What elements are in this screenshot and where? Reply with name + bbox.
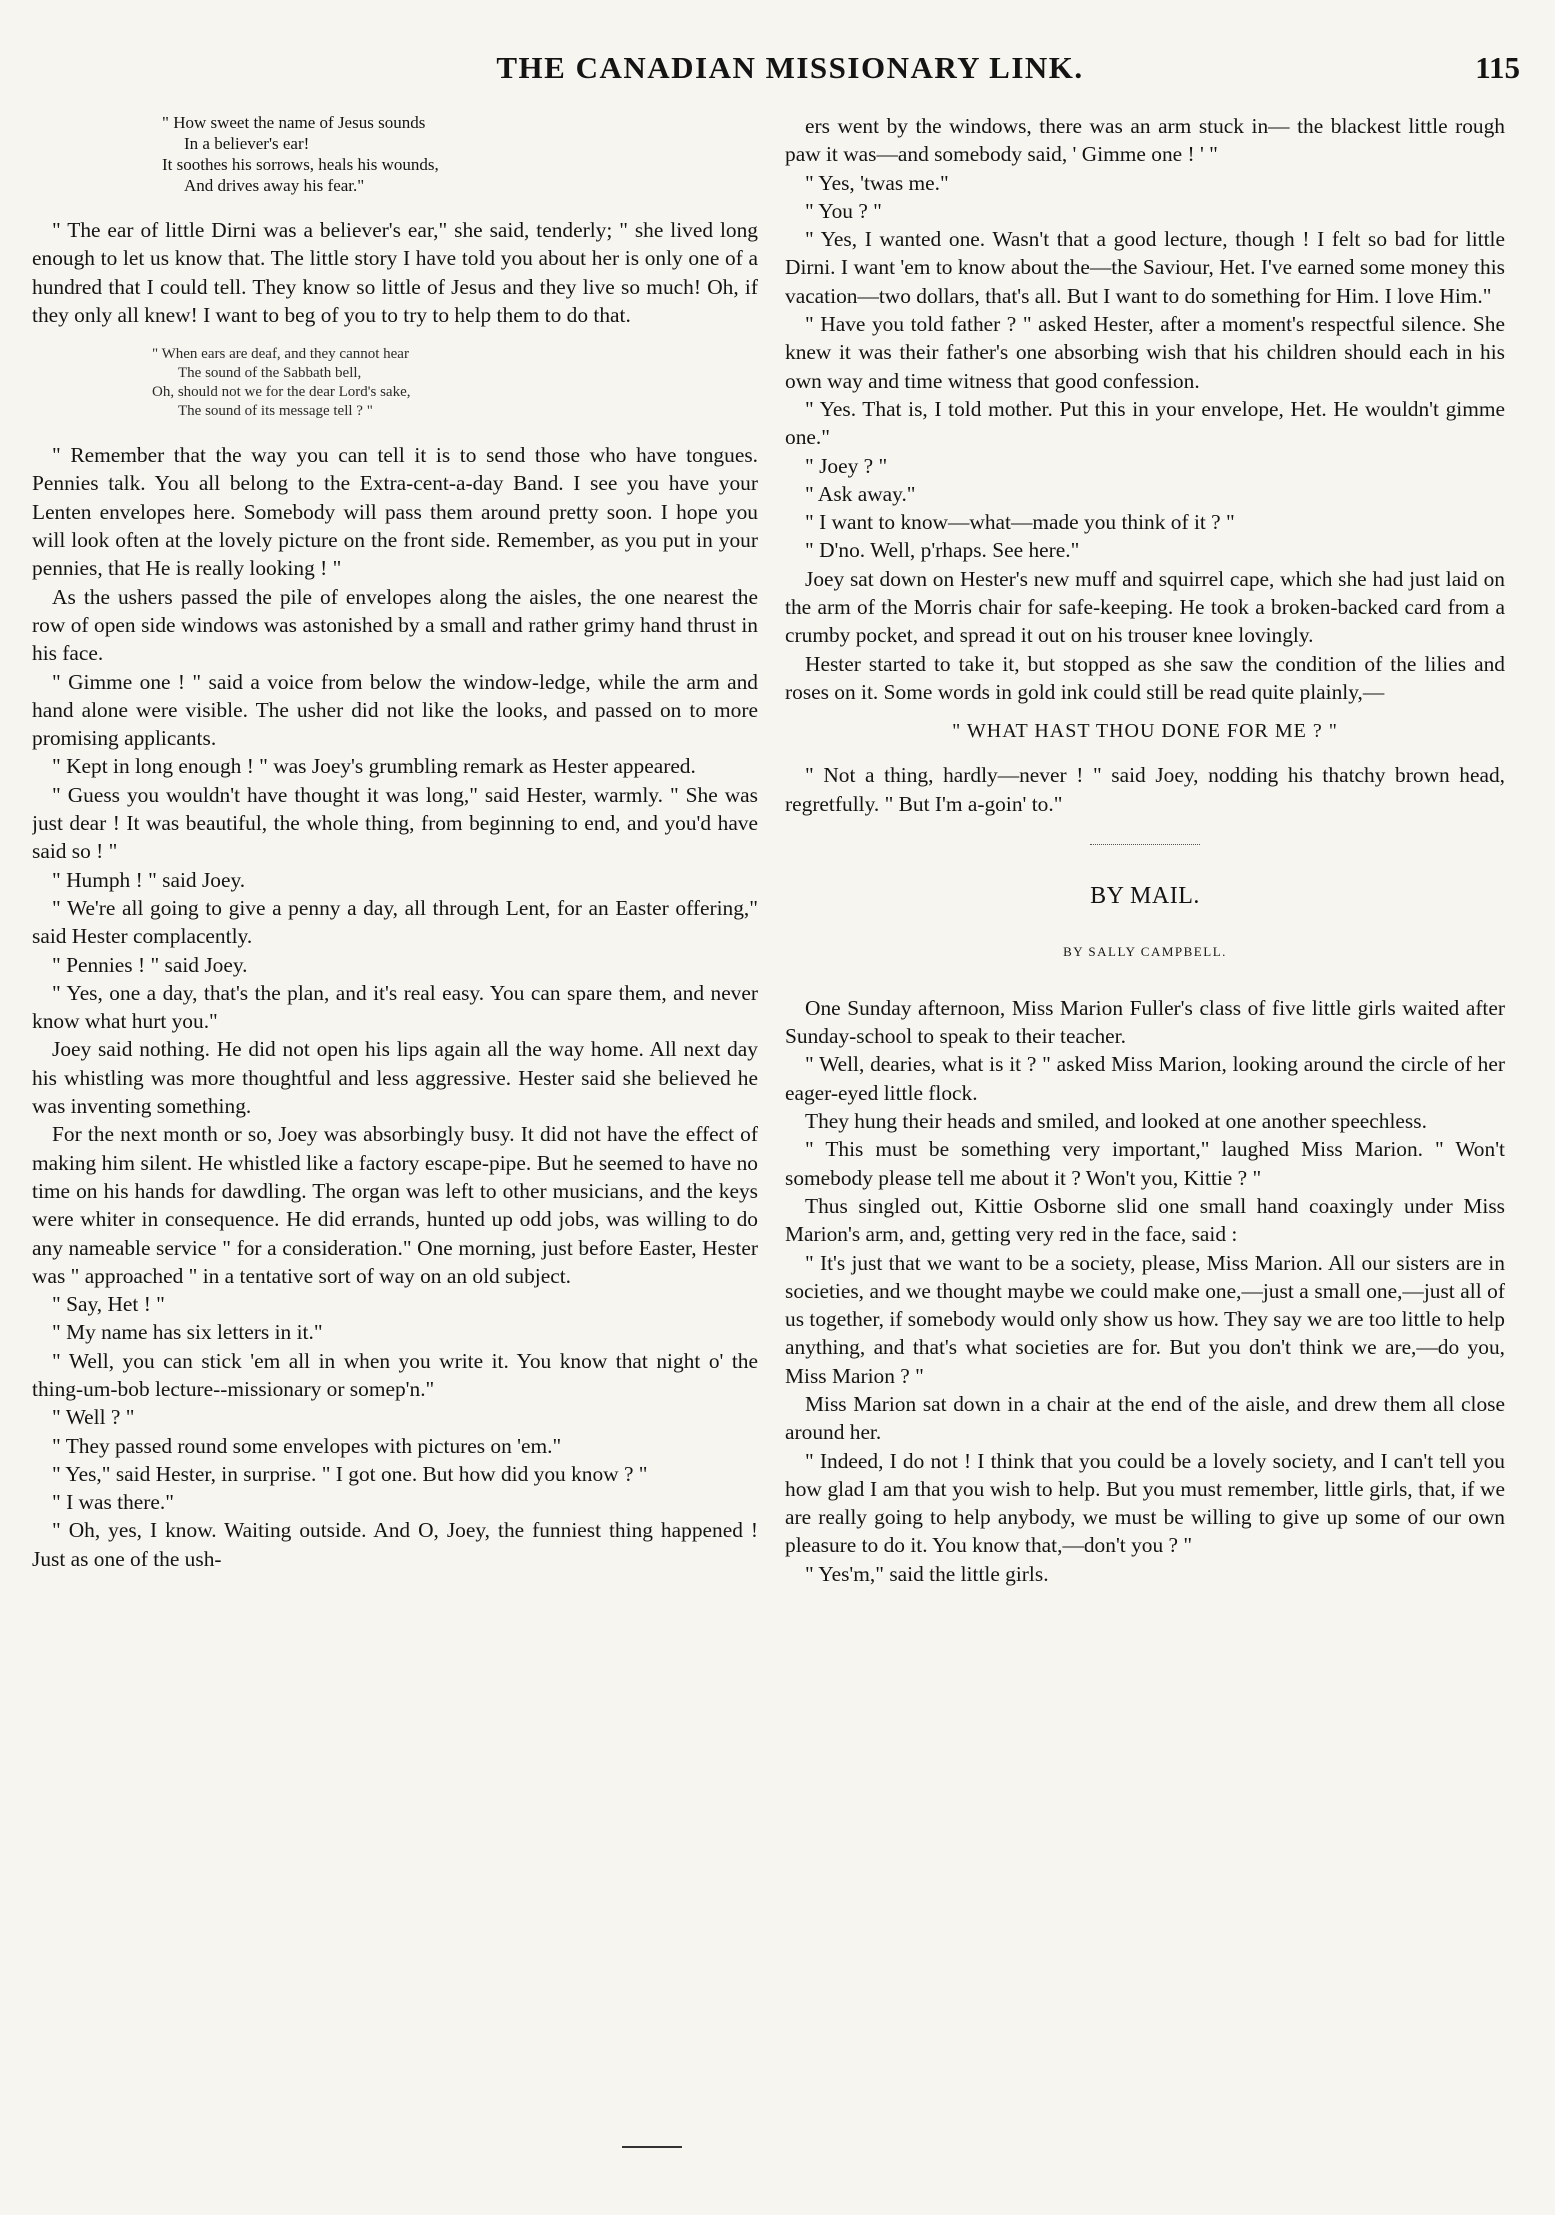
paragraph: " It's just that we want to be a society, please, Miss Marion. All our sisters are in societies, and we thought maybe we could make one,—just a small one,—just all of us together, if somebody would only show us how. They say we are too little to help anything, and that's what societies are for. But you don't think we are,—do you, Miss Marion ? ": [785, 1250, 1505, 1388]
verse-line: And drives away his fear.": [184, 176, 365, 195]
left-column: [32, 112, 758, 2122]
hymn-verse-second: [152, 345, 758, 421]
paragraph: " The ear of little Dirni was a believer's ear," she said, tenderly; " she lived long enough to let us know that. The little story I have told you about her is only one of a hundred that I could tell. They know so little of Jesus and they live so much! Oh, if they only all knew! I want to beg of you to try to help them to do that.: [32, 218, 758, 327]
right-column: [785, 112, 1505, 2122]
verse-line: It soothes his sorrows, heals his wounds,: [162, 155, 439, 174]
verse-line: " How sweet the name of Jesus sounds: [162, 113, 426, 132]
paragraph: " My name has six letters in it.": [52, 1320, 323, 1345]
paragraph: As the ushers passed the pile of envelopes along the aisles, the one nearest the row of open side windows was astonished by a small and rather grimy hand thrust in his face.: [32, 584, 758, 666]
paragraph: " Pennies ! " said Joey.: [52, 952, 248, 977]
verse-line: " When ears are deaf, and they cannot hear: [152, 346, 409, 363]
verse-line: Oh, should not we for the dear Lord's sake,: [152, 384, 411, 401]
paragraph: " Yes," said Hester, in surprise. " I got one. But how did you know ? ": [52, 1461, 648, 1486]
paragraph: " D'no. Well, p'rhaps. See here.": [805, 538, 1080, 563]
hymn-verse: [162, 112, 758, 196]
running-head: [60, 50, 1520, 96]
paragraph: " This must be something very important," laughed Miss Marion. " Won't somebody please tell me about it ? Won't you, Kittie ? ": [785, 1137, 1505, 1190]
page-number: 115: [1475, 50, 1520, 85]
paragraph-group: [785, 112, 1505, 706]
paragraph: ers went by the windows, there was an arm stuck in— the blackest little rough paw it was—and somebody said, ' Gimme one ! ' ": [785, 114, 1505, 167]
paragraph: For the next month or so, Joey was absorbingly busy. It did not have the effect of making him silent. He whistled like a factory escape-pipe. But he seemed to have no time on his hands for dawdling. The organ was left to other musicians, and the keys were whiter in consequence. He did errands, hunted up odd jobs, was willing to do any nameable service " for a consideration." One morning, just before Easter, Hester was " approached " in a tentative sort of way on an old subject.: [32, 1122, 758, 1288]
paragraph: Miss Marion sat down in a chair at the end of the aisle, and drew them all close around her.: [785, 1391, 1505, 1445]
paragraph: " Well ? ": [52, 1405, 135, 1430]
paragraph: " I want to know—what—made you think of it ? ": [805, 510, 1235, 535]
paragraph: Hester started to take it, but stopped as she saw the condition of the lilies and roses on it. Some words in gold ink could still be read quite plainly,—: [785, 651, 1505, 704]
paragraph: " Oh, yes, I know. Waiting outside. And O, Joey, the funniest thing happened ! Just as one of the ush-: [32, 1518, 758, 1571]
paragraph: Joey sat down on Hester's new muff and squirrel cape, which she had just laid on the arm of the Morris chair for safe-keeping. He took a broken-backed card from a crumby pocket, and spread it out on his trouser knee lovingly.: [785, 566, 1505, 648]
paragraph: " Joey ? ": [805, 453, 888, 478]
paragraph: " They passed round some envelopes with pictures on 'em.": [52, 1433, 562, 1458]
paragraph: " Indeed, I do not ! I think that you could be a lovely society, and I can't tell you how glad I am that you wish to help. But you must remember, little girls, that, if we are really going to help anybody, we must be willing to give up some of our own pleasure to do it. You know that,—don't you ? ": [785, 1448, 1505, 1558]
paragraph: " Humph ! " said Joey.: [52, 867, 246, 892]
paragraph: One Sunday afternoon, Miss Marion Fuller's class of five little girls waited after Sunday-school to speak to their teacher.: [785, 995, 1505, 1049]
verse-line: The sound of the Sabbath bell,: [178, 365, 362, 382]
running-title: THE CANADIAN MISSIONARY LINK.: [496, 50, 1084, 85]
paragraph: " We're all going to give a penny a day, all through Lent, for an Easter offering," said Hester complacently.: [32, 895, 758, 949]
paragraph: " Yes'm," said the little girls.: [805, 1561, 1049, 1586]
section-separator: [1090, 844, 1200, 845]
paragraph: " Say, Het ! ": [52, 1292, 165, 1317]
paragraph-group: [32, 216, 758, 329]
paragraph: " Kept in long enough ! " was Joey's grumbling remark as Hester appeared.: [52, 754, 696, 779]
paragraph: " Yes, I wanted one. Wasn't that a good lecture, though ! I felt so bad for little Dirni. I want 'em to know about the—the Saviour, Het. I've earned some money this vacation—two dollars, that's all. But I want to do something for Him. I love Him.": [785, 227, 1505, 308]
paragraph: " Well, dearies, what is it ? " asked Miss Marion, looking around the circle of her eager-eyed little flock.: [785, 1052, 1505, 1105]
byline: BY SALLY CAMPBELL.: [1063, 943, 1227, 959]
paragraph-group: [785, 761, 1505, 818]
verse-line: The sound of its message tell ? ": [178, 403, 373, 420]
card-motto: " WHAT HAST THOU DONE FOR ME ? ": [952, 720, 1338, 743]
paragraph: " Have you told father ? " asked Hester, after a moment's respectful silence. She knew it was their father's one absorbing wish that his children should each in his own way and time witness that good confession.: [785, 312, 1505, 393]
paragraph: " Yes, one a day, that's the plan, and it's real easy. You can spare them, and never know what hurt you.": [32, 980, 758, 1034]
paragraph: " Well, you can stick 'em all in when you write it. You know that night o' the thing-um-bob lecture--missionary or somep'n.": [32, 1348, 758, 1401]
paragraph: Thus singled out, Kittie Osborne slid one small hand coaxingly under Miss Marion's arm, and, getting very red in the face, said :: [785, 1193, 1505, 1247]
paragraph: " Ask away.": [805, 481, 916, 506]
paragraph: Joey said nothing. He did not open his lips again all the way home. All next day his whistling was more thoughtful and less aggressive. Hester said she believed he was inventing something.: [32, 1037, 758, 1119]
paragraph: " I was there.": [52, 1490, 174, 1515]
paragraph-group: [32, 441, 758, 1573]
paragraph: " Yes. That is, I told mother. Put this in your envelope, Het. He wouldn't gimme one.": [785, 396, 1505, 450]
paragraph: " Not a thing, hardly—never ! " said Joey, nodding his thatchy brown head, regretfully. " But I'm a-goin' to.": [785, 763, 1505, 816]
footer-rule: [622, 2146, 682, 2148]
paragraph: They hung their heads and smiled, and looked at one another speechless.: [805, 1109, 1427, 1134]
paragraph: " Guess you wouldn't have thought it was long," said Hester, warmly. " She was just dear ! It was beautiful, the whole thing, from beginning to end, and you'd have said so ! ": [32, 782, 758, 864]
section-title: BY MAIL.: [1090, 882, 1200, 909]
paragraph: " Remember that the way you can tell it is to send those who have tongues. Pennies talk. You all belong to the Extra-cent-a-day Band. I see you have your Lenten envelopes here. Somebody will pass them around pretty soon. I hope you will look often at the lovely picture on the front side. Remember, as you put in your pennies, that He is really looking ! ": [32, 443, 758, 581]
paragraph: " Yes, 'twas me.": [805, 170, 949, 195]
paragraph: " You ? ": [805, 198, 882, 223]
paragraph: " Gimme one ! " said a voice from below the window-ledge, while the arm and hand alone were visible. The usher did not like the looks, and passed on to more promising applicants.: [32, 669, 758, 751]
paragraph-group: [785, 994, 1505, 1588]
verse-line: In a believer's ear!: [184, 134, 310, 153]
